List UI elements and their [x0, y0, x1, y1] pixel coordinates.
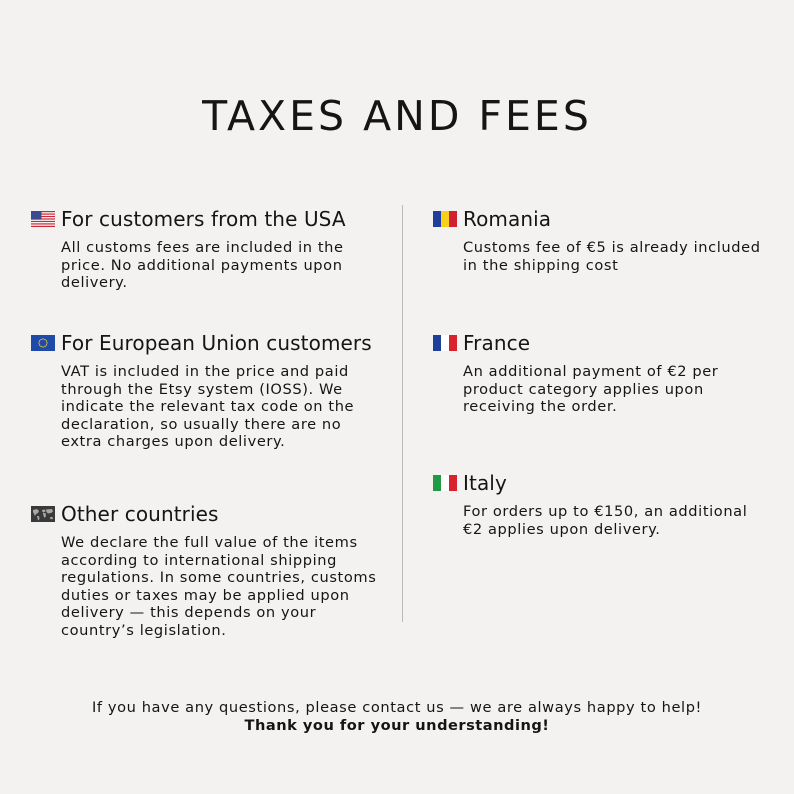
text-line: price. No additional payments upon — [61, 256, 343, 274]
romania-flag-icon — [433, 211, 457, 227]
section-text-france — [463, 363, 718, 416]
text-line: declaration, so usually there are no — [61, 415, 342, 433]
italy-flag-icon — [433, 475, 457, 491]
text-line: country’s legislation. — [61, 621, 227, 639]
text-line: through the Etsy system (IOSS). We — [61, 380, 343, 398]
footer-contact-text: If you have any questions, please contact us — we are always happy to help! — [91, 699, 703, 716]
section-italy — [433, 470, 747, 538]
text-line: duties or taxes may be applied upon — [61, 586, 350, 604]
section-text-romania — [463, 239, 761, 274]
section-romania — [433, 206, 761, 274]
text-line: product category applies upon — [463, 380, 704, 398]
text-line: in the shipping cost — [463, 256, 619, 274]
footer-thanks-text: Thank you for your understanding! — [244, 717, 550, 734]
text-line: An additional payment of €2 per — [463, 363, 719, 380]
page-title: TAXES AND FEES — [202, 92, 592, 140]
section-france — [433, 330, 718, 416]
section-title-france: France — [463, 331, 531, 355]
section-title-romania: Romania — [463, 207, 552, 231]
text-line: All customs fees are included in the — [61, 239, 344, 256]
text-line: regulations. In some countries, customs — [61, 569, 377, 587]
text-line: For orders up to €150, an additional — [463, 503, 748, 520]
text-line: delivery — this depends on your — [61, 604, 317, 622]
section-title-usa: For customers from the USA — [61, 207, 346, 231]
section-title-eu: For European Union customers — [61, 331, 372, 355]
text-line: €2 applies upon delivery. — [463, 520, 661, 538]
section-text-eu — [61, 363, 372, 451]
world-map-icon — [31, 506, 55, 522]
section-text-italy — [463, 503, 747, 538]
text-line: indicate the relevant tax code on the — [61, 398, 355, 416]
eu-flag-icon — [31, 335, 55, 351]
footer-note — [0, 699, 794, 735]
section-usa — [31, 206, 346, 292]
section-eu — [31, 330, 372, 451]
text-line: We declare the full value of the items — [61, 534, 358, 551]
section-other — [31, 501, 376, 640]
us-flag-icon — [31, 211, 55, 227]
text-line: Customs fee of €5 is already included — [463, 239, 761, 256]
section-text-other — [61, 534, 376, 640]
text-line: according to international shipping — [61, 551, 337, 569]
text-line: receiving the order. — [463, 398, 618, 416]
section-title-italy: Italy — [463, 471, 507, 495]
column-divider — [402, 205, 403, 622]
section-text-usa — [61, 239, 346, 292]
text-line: VAT is included in the price and paid — [61, 363, 349, 380]
text-line: delivery. — [61, 274, 128, 292]
section-title-other: Other countries — [61, 502, 219, 526]
text-line: extra charges upon delivery. — [61, 433, 286, 451]
france-flag-icon — [433, 335, 457, 351]
